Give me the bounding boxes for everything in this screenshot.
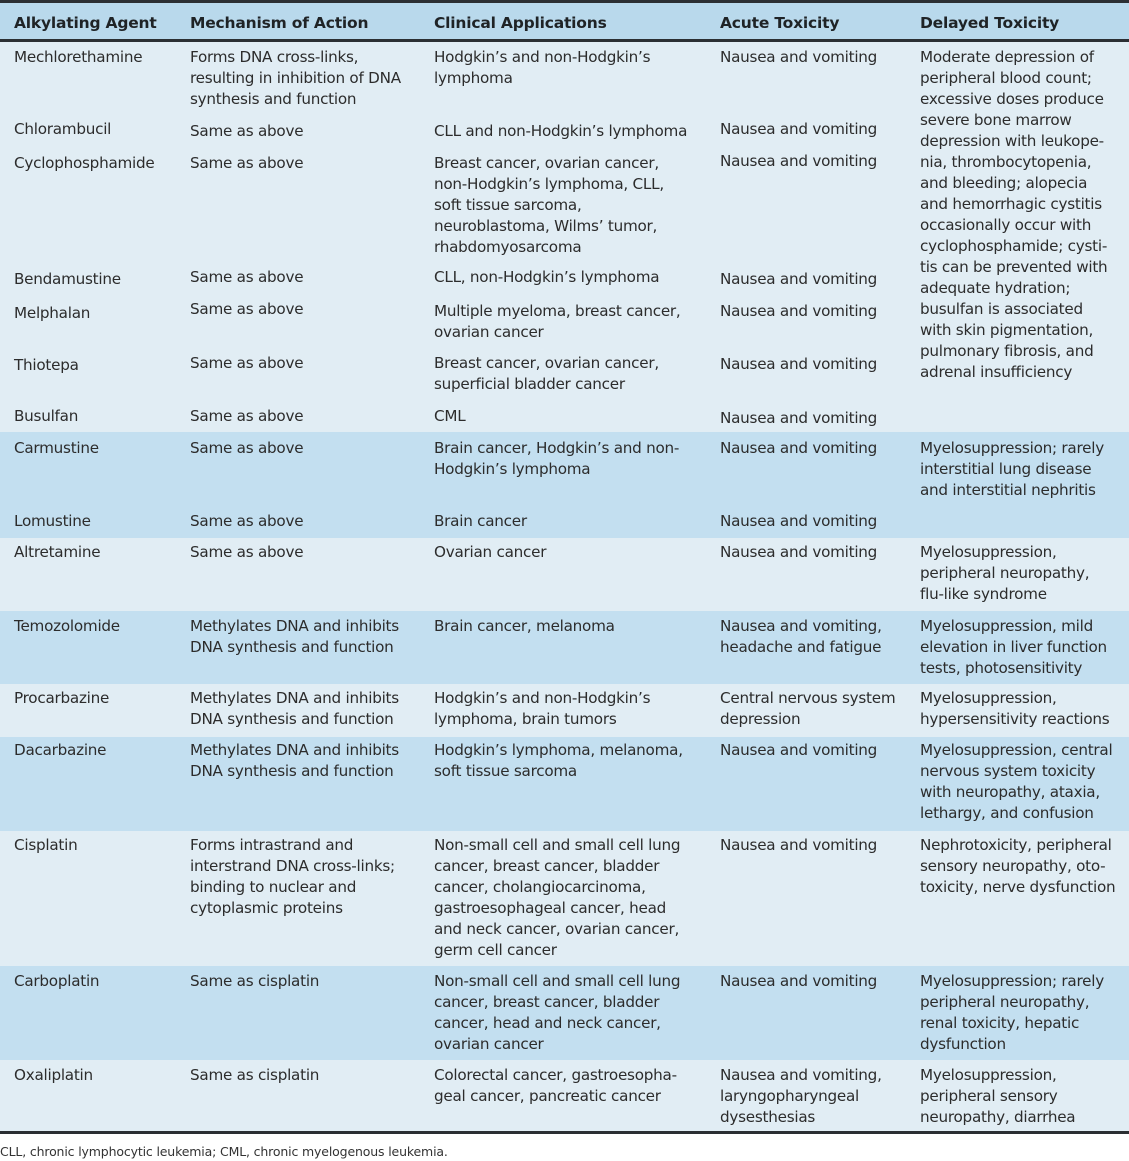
cell-agent: Altretamine [14, 543, 101, 561]
cell-clinical: Non-small cell and small cell lung cancer, breast cancer, bladder cancer, cholangiocarcinoma, gastroesophageal cancer, head and neck cancer, ovarian cancer, germ cell cancer [434, 836, 681, 959]
cell-agent: Cyclophosphamide [14, 154, 155, 172]
cell-mechanism: Same as above [190, 407, 304, 425]
cell-acute: Nausea and vomiting [720, 302, 878, 320]
cell-clinical: Multiple myeloma, breast cancer, ovarian cancer [434, 302, 681, 341]
cell-clinical: Brain cancer [434, 512, 527, 530]
cell-mechanism: Same as above [190, 300, 304, 318]
cell-acute: Nausea and vomiting [720, 512, 878, 530]
cell-mechanism: Same as above [190, 122, 304, 140]
header-delayed-toxicity: Delayed Toxicity [920, 14, 1060, 32]
cell-mechanism: Methylates DNA and inhibits DNA synthesis and function [190, 689, 399, 728]
header-alkylating-agent: Alkylating Agent [14, 14, 157, 32]
cell-delayed: Nephrotoxicity, peripheral sensory neuropathy, oto- toxicity, nerve dysfunction [920, 836, 1116, 896]
cell-agent: Dacarbazine [14, 741, 107, 759]
cell-agent: Thiotepa [14, 356, 79, 374]
cell-acute: Nausea and vomiting, laryngopharyngeal dysesthesias [720, 1066, 882, 1126]
cell-agent: Cisplatin [14, 836, 78, 854]
cell-delayed-shared-mustards: Moderate depression of peripheral blood count; excessive doses produce severe bone marrow depression with leukope- nia, thrombocytopenia, and bleeding; alopecia and hemorrhagic cystitis occasionally occur with cyclophosphamide; cysti- tis can be prevented with adequate hydration; busulfan is associated with skin pigmentation, pulmonary fibrosis, and adrenal insufficiency [920, 48, 1108, 381]
cell-delayed: Myelosuppression, peripheral sensory neuropathy, diarrhea [920, 1066, 1076, 1126]
cell-clinical: Hodgkin’s and non-Hodgkin’s lymphoma [434, 48, 651, 87]
alkylating-agents-table [0, 0, 1129, 42]
cell-clinical: Breast cancer, ovarian cancer, non-Hodgkin’s lymphoma, CLL, soft tissue sarcoma, neuroblastoma, Wilms’ tumor, rhabdomyosarcoma [434, 154, 664, 256]
cell-acute: Nausea and vomiting [720, 439, 878, 457]
cell-mechanism: Same as above [190, 512, 304, 530]
cell-acute: Nausea and vomiting [720, 543, 878, 561]
cell-clinical: Breast cancer, ovarian cancer, superficial bladder cancer [434, 354, 659, 393]
bottom-rule [0, 1131, 1129, 1134]
cell-mechanism: Same as above [190, 439, 304, 457]
cell-acute: Nausea and vomiting [720, 152, 878, 170]
cell-agent: Lomustine [14, 512, 91, 530]
cell-delayed: Myelosuppression; rarely peripheral neuropathy, renal toxicity, hepatic dysfunction [920, 972, 1104, 1053]
cell-acute: Nausea and vomiting [720, 270, 878, 288]
cell-agent: Chlorambucil [14, 120, 112, 138]
cell-acute: Nausea and vomiting [720, 741, 878, 759]
cell-mechanism: Forms DNA cross-links, resulting in inhibition of DNA synthesis and function [190, 48, 401, 108]
cell-clinical: CML [434, 407, 466, 425]
cell-agent: Melphalan [14, 304, 91, 322]
cell-clinical: Colorectal cancer, gastroesopha- geal cancer, pancreatic cancer [434, 1066, 677, 1105]
cell-mechanism: Methylates DNA and inhibits DNA synthesis and function [190, 617, 399, 656]
cell-acute: Nausea and vomiting [720, 972, 878, 990]
cell-clinical: Ovarian cancer [434, 543, 547, 561]
cell-mechanism: Same as above [190, 154, 304, 172]
cell-acute: Nausea and vomiting [720, 409, 878, 427]
cell-mechanism: Same as above [190, 354, 304, 372]
header-mechanism: Mechanism of Action [190, 14, 369, 32]
cell-delayed: Myelosuppression, hypersensitivity reactions [920, 689, 1110, 728]
cell-mechanism: Forms intrastrand and interstrand DNA cross-links; binding to nuclear and cytoplasmic proteins [190, 836, 395, 917]
table-header [0, 3, 1129, 42]
cell-delayed: Myelosuppression, mild elevation in liver function tests, photosensitivity [920, 617, 1107, 677]
cell-agent: Oxaliplatin [14, 1066, 93, 1084]
cell-acute: Central nervous system depression [720, 689, 896, 728]
cell-clinical: CLL and non-Hodgkin’s lymphoma [434, 122, 688, 140]
cell-mechanism: Same as cisplatin [190, 1066, 320, 1084]
cell-agent: Procarbazine [14, 689, 110, 707]
cell-acute: Nausea and vomiting [720, 120, 878, 138]
cell-agent: Carboplatin [14, 972, 100, 990]
header-acute-toxicity: Acute Toxicity [720, 14, 840, 32]
cell-agent: Busulfan [14, 407, 79, 425]
cell-mechanism: Methylates DNA and inhibits DNA synthesis and function [190, 741, 399, 780]
cell-agent: Temozolomide [14, 617, 120, 635]
cell-acute: Nausea and vomiting [720, 836, 878, 854]
cell-clinical: Non-small cell and small cell lung cancer, breast cancer, bladder cancer, head and neck cancer, ovarian cancer [434, 972, 681, 1053]
table-footnote: CLL, chronic lymphocytic leukemia; CML, chronic myelogenous leukemia. [0, 1144, 448, 1159]
cell-acute: Nausea and vomiting [720, 48, 878, 66]
cell-agent: Mechlorethamine [14, 48, 143, 66]
cell-clinical: Hodgkin’s lymphoma, melanoma, soft tissue sarcoma [434, 741, 683, 780]
cell-mechanism: Same as above [190, 268, 304, 286]
cell-mechanism: Same as above [190, 543, 304, 561]
cell-delayed: Myelosuppression, central nervous system toxicity with neuropathy, ataxia, lethargy, and confusion [920, 741, 1113, 822]
cell-delayed-shared-nitrosoureas: Myelosuppression; rarely interstitial lung disease and interstitial nephritis [920, 439, 1104, 499]
cell-clinical: Brain cancer, Hodgkin’s and non- Hodgkin’s lymphoma [434, 439, 680, 478]
cell-delayed: Myelosuppression, peripheral neuropathy, flu-like syndrome [920, 543, 1090, 603]
cell-clinical: Hodgkin’s and non-Hodgkin’s lymphoma, brain tumors [434, 689, 651, 728]
cell-acute: Nausea and vomiting [720, 355, 878, 373]
cell-agent: Bendamustine [14, 270, 121, 288]
header-clinical-applications: Clinical Applications [434, 14, 607, 32]
cell-agent: Carmustine [14, 439, 99, 457]
cell-acute: Nausea and vomiting, headache and fatigue [720, 617, 882, 656]
cell-clinical: Brain cancer, melanoma [434, 617, 615, 635]
cell-mechanism: Same as cisplatin [190, 972, 320, 990]
cell-clinical: CLL, non-Hodgkin’s lymphoma [434, 268, 660, 286]
